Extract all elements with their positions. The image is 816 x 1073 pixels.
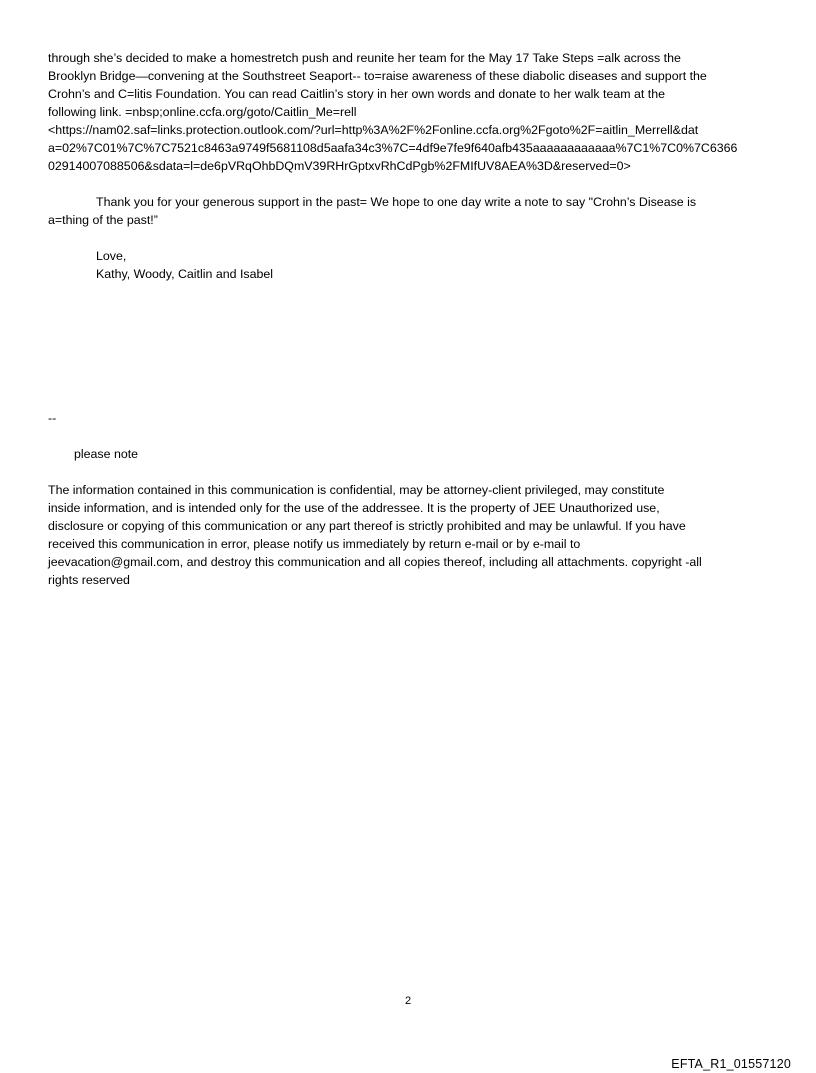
- body-line: following link. =nbsp;online.ccfa.org/goto/Caitlin_Me=rell: [48, 105, 357, 119]
- signoff-names: Kathy, Woody, Caitlin and Isabel: [96, 267, 274, 281]
- signature-separator: --: [48, 411, 57, 425]
- page-number: 2: [404, 995, 412, 1007]
- closing-text: Love,: [96, 249, 127, 263]
- signoff: [96, 247, 816, 283]
- please-note-heading: please note: [74, 447, 139, 461]
- disclaimer-line: jeevacation@gmail.com, and destroy this communication and all copies thereof, including all attachments. copyright -all: [48, 555, 702, 569]
- link-line: a=02%7C01%7C%7C7521c8463a9749f5681108d5aafa34c3%7C=4df9e7fe9f640afb435aaaaaaaaaaaa%7C1%7C0%7C6366: [48, 141, 738, 155]
- link-line: <https://nam02.saf=links.protection.outlook.com/?url=http%3A%2F%2Fonline.ccfa.org%2Fgoto%2F=aitlin_Merrell&dat: [48, 123, 699, 137]
- body-line: Brooklyn Bridge—convening at the Southstreet Seaport-- to=raise awareness of these diabolic diseases and support the: [48, 69, 707, 83]
- disclaimer-line: disclosure or copying of this communication or any part thereof is strictly prohibited and may be unlawful. If you have: [48, 519, 686, 533]
- body-line: through she’s decided to make a homestretch push and reunite her team for the May 17 Take Steps =alk across the: [48, 51, 681, 65]
- body-paragraph: [48, 49, 772, 175]
- disclaimer-line: inside information, and is intended only for the use of the addressee. It is the property of JEE Unauthorized use,: [48, 501, 660, 515]
- document-id: EFTA_R1_01557120: [671, 1057, 791, 1071]
- disclaimer-line: The information contained in this communication is confidential, may be attorney-client privileged, may constitute: [48, 483, 665, 497]
- thanks-line: a=thing of the past!”: [48, 213, 158, 227]
- link-line: 02914007088506&sdata=l=de6pVRqOhbDQmV39RHrGptxvRhCdPgb%2FMIfUV8AEA%3D&reserved=0>: [48, 159, 631, 173]
- disclaimer-paragraph: [48, 481, 772, 589]
- disclaimer-line: received this communication in error, please notify us immediately by return e-mail or by e-mail to: [48, 537, 581, 551]
- thanks-line: Thank you for your generous support in the past= We hope to one day write a note to say "Crohn’s Disease is: [96, 195, 697, 209]
- disclaimer-line: rights reserved: [48, 573, 130, 587]
- body-line: Crohn’s and C=litis Foundation. You can read Caitlin’s story in her own words and donate to her walk team at the: [48, 87, 666, 101]
- thanks-paragraph: [48, 193, 772, 229]
